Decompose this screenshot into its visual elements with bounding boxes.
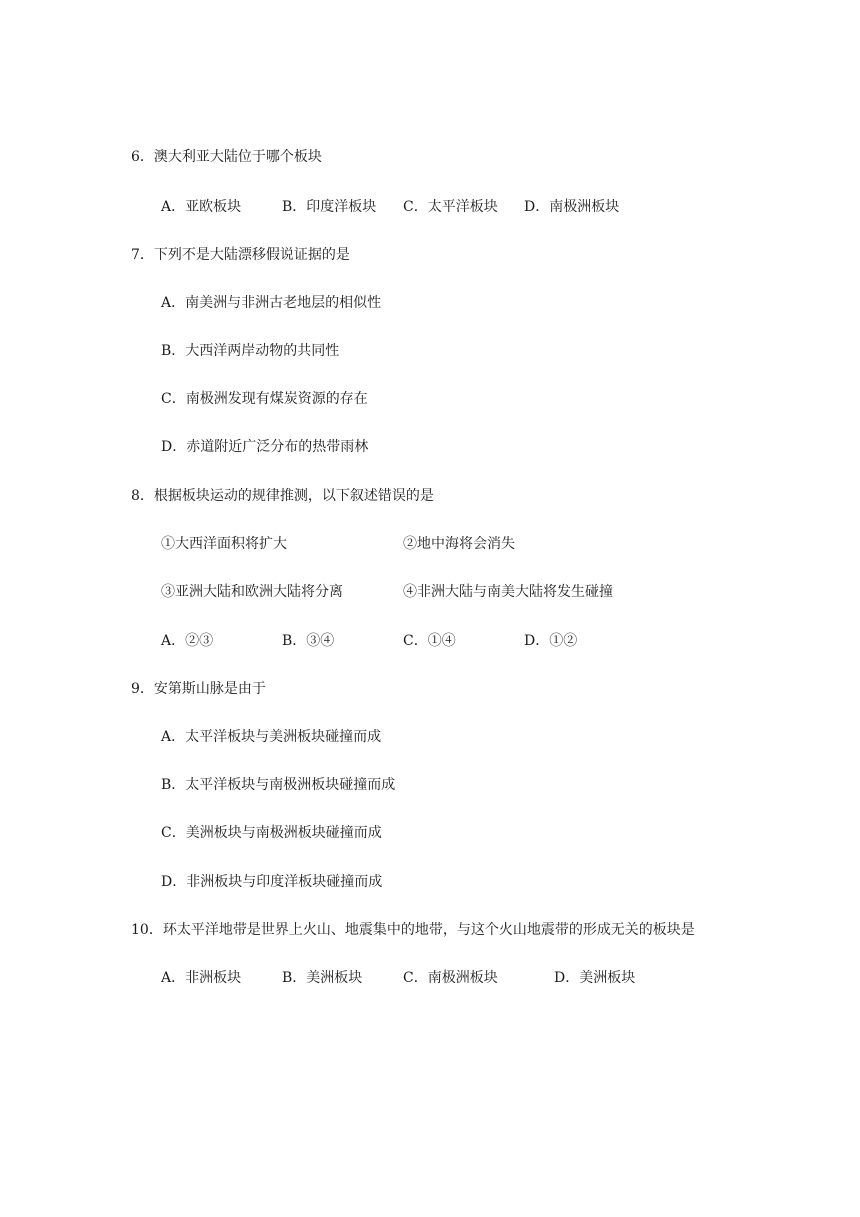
question-7-stem: 7．下列不是大陆漂移假说证据的是 — [131, 247, 350, 263]
question-10-option-d: D．美洲板块 — [554, 970, 636, 986]
question-10-option-b: B．美洲板块 — [282, 970, 363, 986]
question-6-option-a: A．亚欧板块 — [161, 199, 242, 215]
question-7-option-d: D．赤道附近广泛分布的热带雨林 — [161, 439, 369, 455]
question-6-option-d: D．南极洲板块 — [524, 199, 620, 215]
question-8-option-b: B．③④ — [282, 633, 335, 649]
question-10-option-a: A．非洲板块 — [161, 970, 242, 986]
question-8-option-a: A．②③ — [161, 633, 214, 649]
question-9-stem: 9．安第斯山脉是由于 — [131, 681, 266, 697]
question-6-option-b: B．印度洋板块 — [282, 199, 377, 215]
question-8-statement-2: ②地中海将会消失 — [403, 536, 515, 552]
question-8-statement-3: ③亚洲大陆和欧洲大陆将分离 — [161, 584, 343, 600]
question-9-option-c: C．美洲板块与南极洲板块碰撞而成 — [161, 825, 382, 841]
question-8-option-c: C．①④ — [403, 633, 456, 649]
question-8-statement-4: ④非洲大陆与南美大陆将发生碰撞 — [403, 584, 613, 600]
question-9-option-a: A．太平洋板块与美洲板块碰撞而成 — [161, 729, 382, 745]
question-9-option-b: B．太平洋板块与南极洲板块碰撞而成 — [161, 777, 396, 793]
question-9-option-d: D．非洲板块与印度洋板块碰撞而成 — [161, 874, 383, 890]
question-7-option-a: A．南美洲与非洲古老地层的相似性 — [161, 295, 382, 311]
question-8-option-d: D．①② — [524, 633, 578, 649]
question-10-option-c: C．南极洲板块 — [403, 970, 498, 986]
question-7-option-c: C．南极洲发现有煤炭资源的存在 — [161, 391, 368, 407]
question-10-stem: 10．环太平洋地带是世界上火山、地震集中的地带，与这个火山地震带的形成无关的板块是 — [131, 922, 695, 938]
question-8-statement-1: ①大西洋面积将扩大 — [161, 536, 287, 552]
question-6-stem: 6．澳大利亚大陆位于哪个板块 — [131, 149, 322, 165]
question-7-option-b: B．大西洋两岸动物的共同性 — [161, 343, 340, 359]
question-6-option-c: C．太平洋板块 — [403, 199, 498, 215]
question-8-stem: 8．根据板块运动的规律推测，以下叙述错误的是 — [131, 488, 434, 504]
